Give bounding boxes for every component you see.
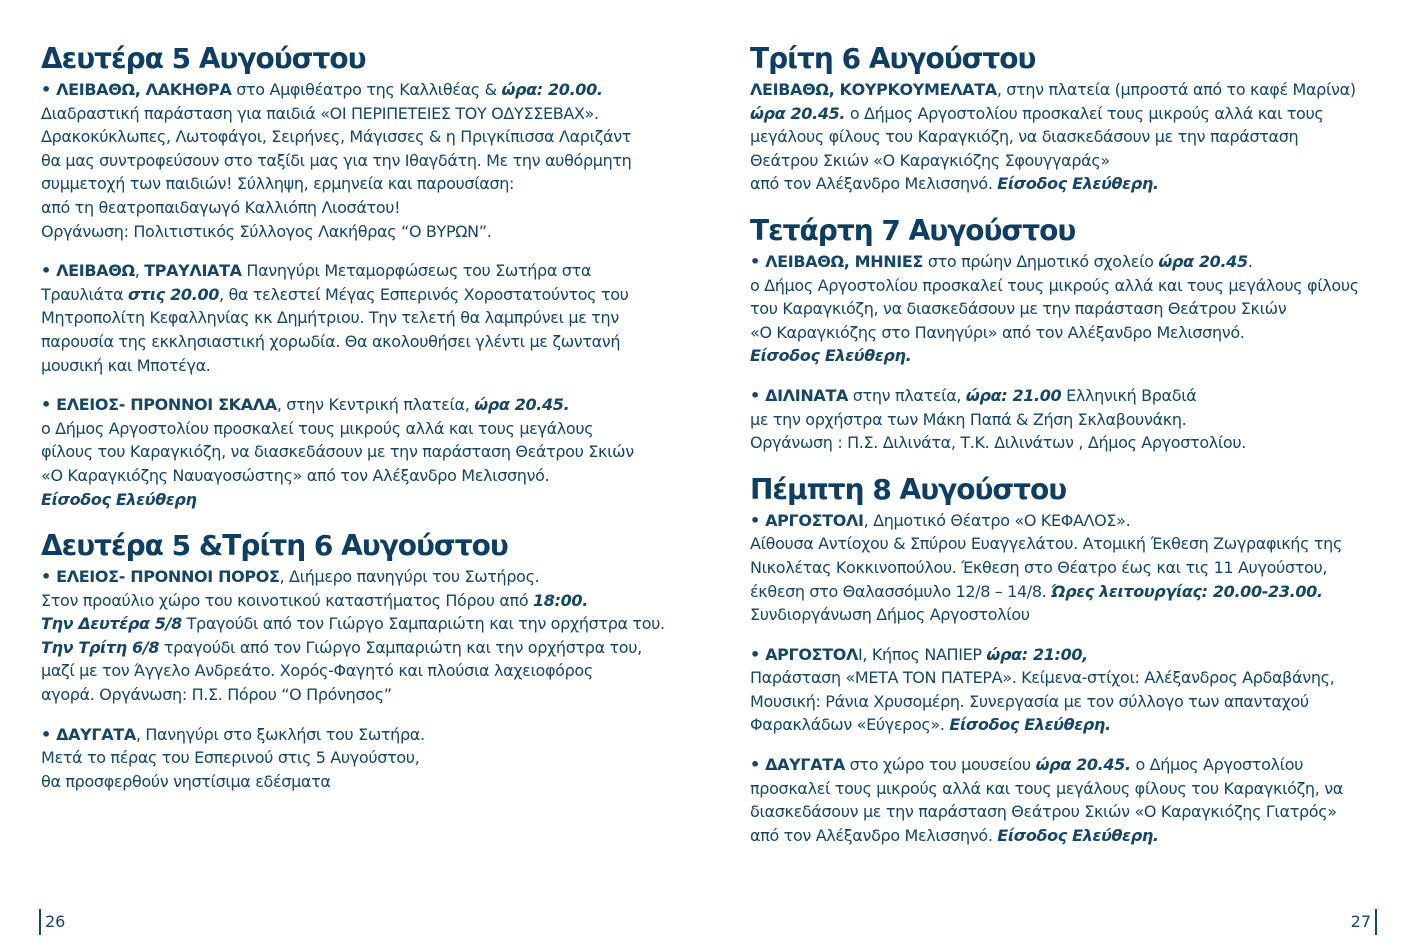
emphasis-text: Είσοδος Ελεύθερη.	[997, 174, 1159, 194]
text-line	[750, 643, 1386, 667]
emphasis-text: ΔΙΛΙΝΑΤΑ	[765, 385, 849, 405]
body-text: Νικολέτας Κοκκινοπούλου. Έκθεση στο Θέατρο έως και τις 11 Αυγούστου,	[750, 557, 1328, 577]
emphasis-text: •	[41, 395, 57, 415]
emphasis-text: ΛΕΙΒΑΘΩ, ΚΟΥΡΚΟΥΜΕΛΑΤΑ	[750, 80, 997, 99]
body-text: , Πανηγύρι στο ξωκλήσι του Σωτήρα.	[135, 724, 425, 744]
text-line	[750, 556, 1386, 580]
emphasis-text: ΤΡΑΥΛΙΑΤΑ	[144, 261, 242, 281]
page-number-left: 26	[39, 909, 65, 935]
body-text: Οργάνωση : Π.Σ. Διλινάτα, Τ.Κ. Διλινάτων , Δήμος Αργοστολίου.	[750, 433, 1247, 453]
text-line	[750, 690, 1386, 714]
day-heading: Τετάρτη 7 Αυγούστου	[750, 213, 1076, 247]
text-line	[41, 417, 667, 441]
emphasis-text: Είσοδος Ελεύθερη	[41, 489, 197, 509]
body-text: έκθεση στο Θαλασσόμυλο 12/8 – 14/8.	[750, 581, 1052, 601]
body-text: θα προσφερθούν νηστίσιμα εδέσματα	[41, 771, 331, 791]
text-line	[41, 565, 667, 589]
text-line	[750, 666, 1386, 690]
body-text: Θεάτρου Σκιών «Ο Καραγκιόζης Σφουγγαράς»	[750, 150, 1110, 170]
event-day-section	[750, 40, 1386, 196]
body-text: «Ο Καραγκιόζης Ναυαγοσώστης» από τον Αλέξανδρο Μελισσηνό.	[41, 465, 550, 485]
emphasis-text: ώρα: 20.00.	[501, 80, 603, 99]
emphasis-text: ΔΑΥΓΑΤΑ	[56, 724, 136, 744]
body-text: Ι, Κήπος ΝΑΠΙΕΡ	[858, 644, 987, 664]
body-text: από τον Αλέξανδρο Μελισσηνό.	[750, 825, 998, 845]
right-page	[709, 0, 1418, 945]
text-line	[750, 824, 1386, 848]
body-text: ο Δήμος Αργοστολίου	[1130, 755, 1304, 775]
day-heading: Τρίτη 6 Αυγούστου	[750, 42, 1036, 75]
body-text: , στην πλατεία (μπροστά από το καφέ Μαρίνα)	[996, 80, 1356, 99]
body-text: μουσική και Μποτέγα.	[41, 355, 211, 375]
body-text: Στον προαύλιο χώρο του κοινοτικού καταστήματος Πόρου από	[41, 590, 534, 610]
text-line	[41, 683, 667, 707]
text-line	[750, 321, 1386, 345]
body-text: στο Αμφιθέατρο της Καλλιθέας &	[231, 80, 502, 99]
body-text: από τον Αλέξανδρο Μελισσηνό.	[750, 174, 998, 194]
emphasis-text: ώρα 20.45	[1158, 251, 1248, 271]
emphasis-text: •	[750, 385, 766, 405]
text-line	[41, 636, 667, 660]
emphasis-text: στις 20.00	[127, 284, 220, 304]
text-line	[750, 125, 1386, 149]
event-paragraph	[750, 384, 1386, 455]
body-text: .	[1247, 251, 1253, 271]
body-text: ο Δήμος Αργοστολίου προσκαλεί τους μικρούς αλλά και τους μεγάλους	[41, 418, 594, 438]
emphasis-text: ΛΕΙΒΑΘΩ, ΛΑΚΗΘΡΑ	[56, 80, 232, 99]
event-paragraph	[750, 509, 1386, 627]
body-text: συμμετοχή των παιδιών! Σύλληψη, ερμηνεία και παρουσίαση:	[41, 174, 515, 194]
body-text: Μουσική: Ράνια Χρυσομέρη. Συνεργασία με τον σύλλογο των απανταχού	[750, 691, 1309, 711]
body-text: Οργάνωση: Πολιτιστικός Σύλλογος Λακήθρας “Ο ΒΥΡΩΝ”.	[41, 221, 492, 241]
text-line	[41, 354, 667, 378]
text-line	[750, 78, 1386, 102]
emphasis-text: •	[750, 755, 766, 775]
text-line	[750, 250, 1386, 274]
right-column	[750, 40, 1386, 863]
text-line	[41, 612, 667, 636]
event-paragraph	[41, 78, 667, 243]
text-line	[750, 509, 1386, 533]
body-text: Δρακοκύκλωπες, Λωτοφάγοι, Σειρήνες, Μάγισσες & η Πριγκίπισσα Λαριζάντ	[41, 127, 632, 147]
body-text: θα μας συντροφεύσουν στο ταξίδι μας για την Ιθαγδάτη. Με την αυθόρμητη	[41, 150, 632, 170]
body-text: , Δημοτικό Θέατρο «Ο ΚΕΦΑΛΟΣ».	[863, 510, 1131, 530]
emphasis-text: •	[41, 261, 57, 281]
event-paragraph	[750, 78, 1386, 196]
body-text: από τη θεατροπαιδαγωγό Καλλιόπη Λιοσάτου!	[41, 197, 401, 217]
text-line	[41, 102, 667, 126]
event-day-section	[750, 212, 1386, 455]
body-text: Παράσταση «ΜΕΤΑ ΤΟΝ ΠΑΤΕΡΑ». Κείμενα-στίχοι: Αλέξανδρος Αρδαβάνης,	[750, 668, 1335, 688]
body-text: ο Δήμος Αργοστολίου προσκαλεί τους μικρούς αλλά και τους μεγάλους φίλους	[750, 275, 1359, 295]
text-line	[750, 431, 1386, 455]
body-text: , θα τελεστεί Μέγας Εσπερινός Χοροστατούντος του	[219, 284, 629, 304]
text-line	[750, 344, 1386, 368]
text-line	[41, 172, 667, 196]
event-paragraph	[750, 753, 1386, 847]
body-text: Τραυλιάτα	[41, 284, 128, 304]
emphasis-text: •	[750, 510, 766, 530]
text-line	[750, 753, 1386, 777]
emphasis-text: ΑΡΓΟΣΤΟΛΙ	[765, 510, 864, 530]
text-line	[750, 532, 1386, 556]
text-line	[41, 589, 667, 613]
emphasis-text: •	[750, 644, 766, 664]
body-text: Μετά το πέρας του Εσπερινού στις 5 Αυγούστου,	[41, 748, 420, 768]
left-column	[41, 40, 667, 809]
text-line	[41, 330, 667, 354]
emphasis-text: •	[750, 251, 766, 271]
body-text: παρουσία της εκκλησιαστική χορωδία. Θα ακολουθήσει γλέντι με ζωντανή	[41, 331, 621, 351]
body-text: τραγούδι από τον Γιώργο Σαμπαριώτη και την ορχήστρα του,	[159, 637, 642, 657]
text-line	[41, 746, 667, 770]
text-line	[750, 172, 1386, 196]
emphasis-text: Είσοδος Ελεύθερη.	[949, 715, 1111, 735]
event-day-section	[750, 471, 1386, 848]
body-text: Ελληνική Βραδιά	[1061, 385, 1197, 405]
emphasis-text: Ώρες λειτουργίας: 20.00-23.00.	[1051, 581, 1323, 601]
event-paragraph	[41, 723, 667, 794]
text-line	[41, 488, 667, 512]
text-line	[41, 659, 667, 683]
body-text: Φαρακλάδων «Εύγερος».	[750, 715, 950, 735]
emphasis-text: ΕΛΕΙΟΣ- ΠΡΟΝΝΟΙ ΣΚΑΛΑ	[56, 395, 277, 415]
emphasis-text: ώρα 20.45.	[1035, 755, 1131, 775]
text-line	[41, 306, 667, 330]
text-line	[750, 384, 1386, 408]
emphasis-text: Είσοδος Ελεύθερη.	[750, 346, 912, 366]
emphasis-text: ώρα: 21.00	[965, 385, 1062, 405]
body-text: διασκεδάσουν με την παράσταση Θεάτρου Σκιών «Ο Καραγκιόζης Γιατρός»	[750, 802, 1337, 822]
body-text: αγορά. Οργάνωση: Π.Σ. Πόρου “Ο Πρόνησος”	[41, 685, 392, 705]
body-text: «Ο Καραγκιόζης στο Πανηγύρι» από τον Αλέξανδρο Μελισσηνό.	[750, 322, 1245, 342]
text-line	[41, 723, 667, 747]
body-text: , Διήμερο πανηγύρι του Σωτήρος.	[279, 567, 540, 587]
emphasis-text: Την Τρίτη 6/8	[41, 637, 160, 657]
text-line	[41, 220, 667, 244]
emphasis-text: •	[41, 80, 57, 99]
text-line	[750, 297, 1386, 321]
text-line	[41, 393, 667, 417]
emphasis-text: ΔΑΥΓΑΤΑ	[765, 755, 845, 775]
body-text: Αίθουσα Αντίοχου & Σπύρου Ευαγγελάτου. Ατομική Έκθεση Ζωγραφικής της	[750, 534, 1342, 554]
body-text: ,	[134, 261, 145, 281]
day-heading: Δευτέρα 5 Αυγούστου	[41, 42, 366, 75]
event-paragraph	[41, 565, 667, 707]
text-line	[750, 800, 1386, 824]
body-text: , στην Κεντρική πλατεία,	[276, 395, 475, 415]
emphasis-text: ώρα 20.45.	[750, 103, 846, 123]
body-text: στο πρώην Δημοτικό σχολείο	[923, 251, 1159, 271]
text-line	[41, 125, 667, 149]
text-line	[750, 149, 1386, 173]
text-line	[750, 603, 1386, 627]
emphasis-text: ΛΕΙΒΑΘΩ	[56, 261, 135, 281]
body-text: φίλους του Καραγκιόζη, να διασκεδάσουν με την παράσταση Θεάτρου Σκιών	[41, 442, 634, 462]
emphasis-text: ΛΕΙΒΑΘΩ, ΜΗΝΙΕΣ	[765, 251, 924, 271]
emphasis-text: ΑΡΓΟΣΤΟΛ	[765, 644, 859, 664]
emphasis-text: Την Δευτέρα 5/8	[41, 614, 182, 634]
text-line	[41, 259, 667, 283]
emphasis-text: •	[41, 724, 57, 744]
emphasis-text: Είσοδος Ελεύθερη.	[997, 825, 1159, 845]
emphasis-text: ώρα 20.45.	[474, 395, 570, 415]
text-line	[41, 464, 667, 488]
body-text: μαζί με τον Άγγελο Ανδρεάτο. Χορός-Φαγητό και πλούσια λαχειοφόρος	[41, 661, 593, 681]
day-heading: Δευτέρα 5 &Τρίτη 6 Αυγούστου	[41, 529, 508, 563]
page-number-right: 27	[1351, 909, 1377, 935]
emphasis-text: ώρα: 21:00,	[986, 644, 1088, 664]
event-day-section	[41, 527, 667, 793]
text-line	[750, 580, 1386, 604]
event-paragraph	[750, 643, 1386, 737]
text-line	[750, 713, 1386, 737]
body-text: Συνδιοργάνωση Δήμος Αργοστολίου	[750, 605, 1030, 625]
day-heading: Πέμπτη 8 Αυγούστου	[750, 472, 1067, 506]
text-line	[41, 196, 667, 220]
emphasis-text: 18:00.	[533, 590, 588, 610]
text-line	[750, 777, 1386, 801]
body-text: μεγάλους φίλους του Καραγκιόζη, να διασκεδάσουν με την παράσταση	[750, 127, 1299, 147]
event-paragraph	[41, 259, 667, 377]
text-line	[41, 770, 667, 794]
emphasis-text: ΕΛΕΙΟΣ- ΠΡΟΝΝΟΙ ΠΟΡΟΣ	[56, 567, 280, 587]
event-day-section	[41, 40, 667, 511]
text-line	[41, 440, 667, 464]
body-text: ο Δήμος Αργοστολίου προσκαλεί τους μικρούς αλλά και τους	[845, 103, 1324, 123]
text-line	[750, 274, 1386, 298]
body-text: Μητροπολίτη Κεφαλληνίας κκ Δημήτριου. Την τελετή θα λαμπρύνει με την	[41, 308, 619, 328]
emphasis-text: •	[41, 567, 57, 587]
text-line	[41, 78, 667, 102]
text-line	[41, 149, 667, 173]
event-paragraph	[41, 393, 667, 511]
text-line	[750, 408, 1386, 432]
body-text: Τραγούδι από τον Γιώργο Σαμπαριώτη και την ορχήστρα του.	[181, 614, 665, 634]
body-text: του Καραγκιόζη, να διασκεδάσουν με την παράσταση Θεάτρου Σκιών	[750, 299, 1287, 319]
body-text: Πανηγύρι Μεταμορφώσεως του Σωτήρα στα	[241, 261, 592, 281]
text-line	[750, 102, 1386, 126]
body-text: Διαδραστική παράσταση για παιδιά «ΟΙ ΠΕΡΙΠΕΤΕΙΕΣ ΤΟΥ ΟΔΥΣΣΕΒΑΧ».	[41, 103, 599, 123]
body-text: στο χώρο του μουσείου	[844, 755, 1036, 775]
event-paragraph	[750, 250, 1386, 368]
body-text: προσκαλεί τους μικρούς αλλά και τους μεγάλους φίλους του Καραγκιόζη, να	[750, 778, 1343, 798]
body-text: με την ορχήστρα των Μάκη Παπά & Ζήση Σκλαβουνάκη.	[750, 409, 1187, 429]
text-line	[41, 283, 667, 307]
body-text: στην πλατεία,	[848, 385, 966, 405]
